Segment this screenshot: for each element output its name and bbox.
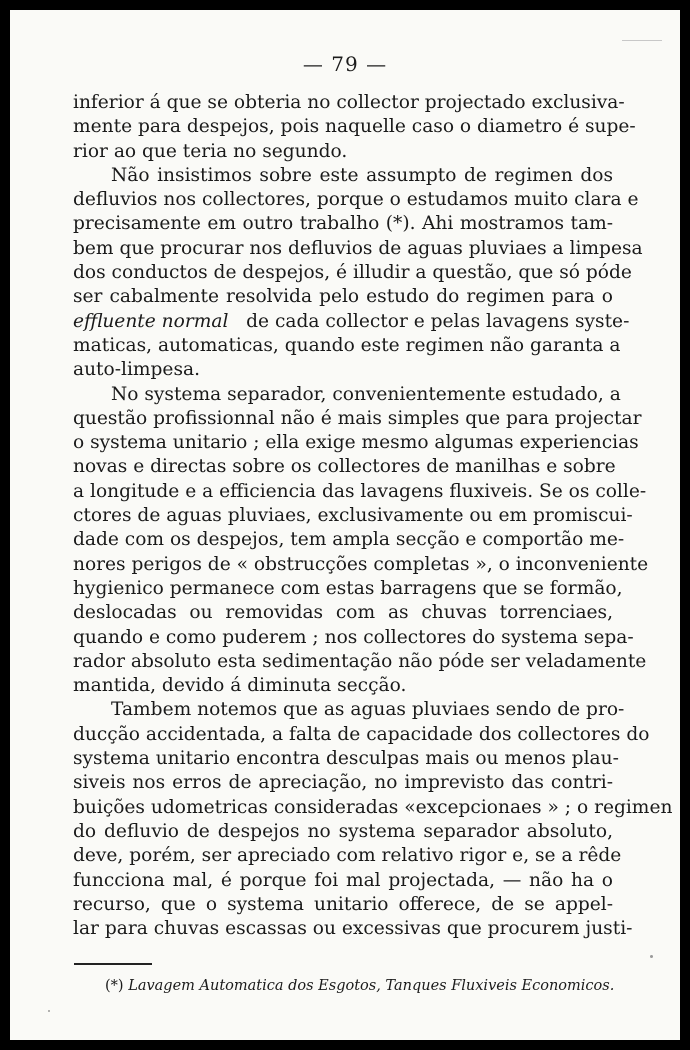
text-line: funcciona mal, é porque foi mal projectada, — não ha o bbox=[73, 869, 613, 891]
text-line: quando e como puderem ; nos collectores do systema sepa- bbox=[73, 626, 634, 648]
italic-phrase: effluente normal bbox=[73, 310, 229, 332]
text-line: dos conductos de despejos, é illudir a questão, que só póde bbox=[73, 262, 632, 284]
text-line: rador absoluto esta sedimentação não póde ser veladamente bbox=[73, 650, 647, 672]
text-line: rior ao que teria no segundo. bbox=[73, 140, 348, 162]
text-line: systema unitario encontra desculpas mais ou menos plau- bbox=[73, 748, 619, 770]
text-line-rest: de cada collector e pelas lavagens syste- bbox=[246, 310, 630, 332]
text-line: bem que procurar nos defluvios de aguas pluviaes a limpesa bbox=[73, 237, 643, 259]
text-line: No systema separador, convenientemente estudado, a bbox=[111, 383, 621, 405]
text-line: deslocadas ou removidas com as chuvas torrenciaes, bbox=[73, 602, 613, 624]
text-line: Tambem notemos que as aguas pluviaes sendo de pro- bbox=[111, 699, 625, 721]
text-line: do defluvio de despejos no systema separador absoluto, bbox=[73, 820, 613, 842]
text-line: a longitude e a efficiencia das lavagens fluxiveis. Se os colle- bbox=[73, 480, 647, 502]
text-line: lar para chuvas escassas ou excessivas que procurem justi- bbox=[73, 918, 633, 940]
footnote bbox=[105, 978, 625, 994]
page-number: — 79 — bbox=[302, 52, 388, 76]
scan-speck bbox=[48, 1010, 50, 1012]
scan-speck bbox=[622, 40, 662, 41]
footnote-rule bbox=[74, 963, 152, 965]
text-line: defluvios nos collectores, porque o estudamos muito clara e bbox=[73, 189, 639, 211]
text-line: dade com os despejos, tem ampla secção e comportão me- bbox=[73, 529, 625, 551]
text-line: nores perigos de « obstrucções completas », o inconveniente bbox=[73, 553, 649, 575]
text-line: siveis nos erros de apreciação, no imprevisto das contri- bbox=[73, 772, 613, 794]
paragraph-4 bbox=[73, 698, 673, 941]
paragraph-1 bbox=[73, 91, 636, 164]
text-line: mantida, devido á diminuta secção. bbox=[73, 675, 407, 697]
text-line: ser cabalmente resolvida pelo estudo do regimen para o bbox=[73, 286, 613, 308]
paragraph-3 bbox=[73, 383, 649, 699]
text-line: recurso, que o systema unitario offerece, de se appel- bbox=[73, 893, 613, 915]
text-line: auto-limpesa. bbox=[73, 359, 200, 381]
text-line: inferior á que se obteria no collector projectado exclusiva- bbox=[73, 92, 625, 113]
book-page bbox=[10, 10, 680, 1040]
text-line: novas e directas sobre os collectores de manilhas e sobre bbox=[73, 456, 616, 478]
text-line: buições udometricas consideradas «excepcionaes » ; o regimen bbox=[73, 796, 673, 818]
paragraph-2 bbox=[73, 164, 643, 383]
text-line: Não insistimos sobre este assumpto de regimen dos bbox=[111, 164, 613, 186]
text-line: mente para despejos, pois naquelle caso o diametro é supe- bbox=[73, 116, 636, 138]
text-line: questão profissionnal não é mais simples que para projectar bbox=[73, 407, 642, 429]
text-line: hygienico permanece com estas barragens que se formão, bbox=[73, 577, 623, 599]
text-line: maticas, automaticas, quando este regimen não garanta a bbox=[73, 334, 621, 356]
scan-speck bbox=[650, 955, 653, 958]
text-line: precisamente em outro trabalho (*). Ahi mostramos tam- bbox=[73, 213, 613, 235]
text-line: o systema unitario ; ella exige mesmo algumas experiencias bbox=[73, 432, 639, 454]
text-line: deve, porém, ser apreciado com relativo rigor e, se a rêde bbox=[73, 845, 622, 867]
footnote-mark: (*) bbox=[105, 978, 124, 994]
text-line: ducção accidentada, a falta de capacidade dos collectores do bbox=[73, 723, 650, 745]
text-line-with-italic bbox=[73, 310, 630, 334]
text-line: ctores de aguas pluviaes, exclusivamente ou em promiscui- bbox=[73, 505, 633, 527]
body-text bbox=[73, 91, 673, 941]
footnote-text: Lavagem Automatica dos Esgotos, Tanques Fluxiveis Economicos. bbox=[128, 978, 615, 994]
